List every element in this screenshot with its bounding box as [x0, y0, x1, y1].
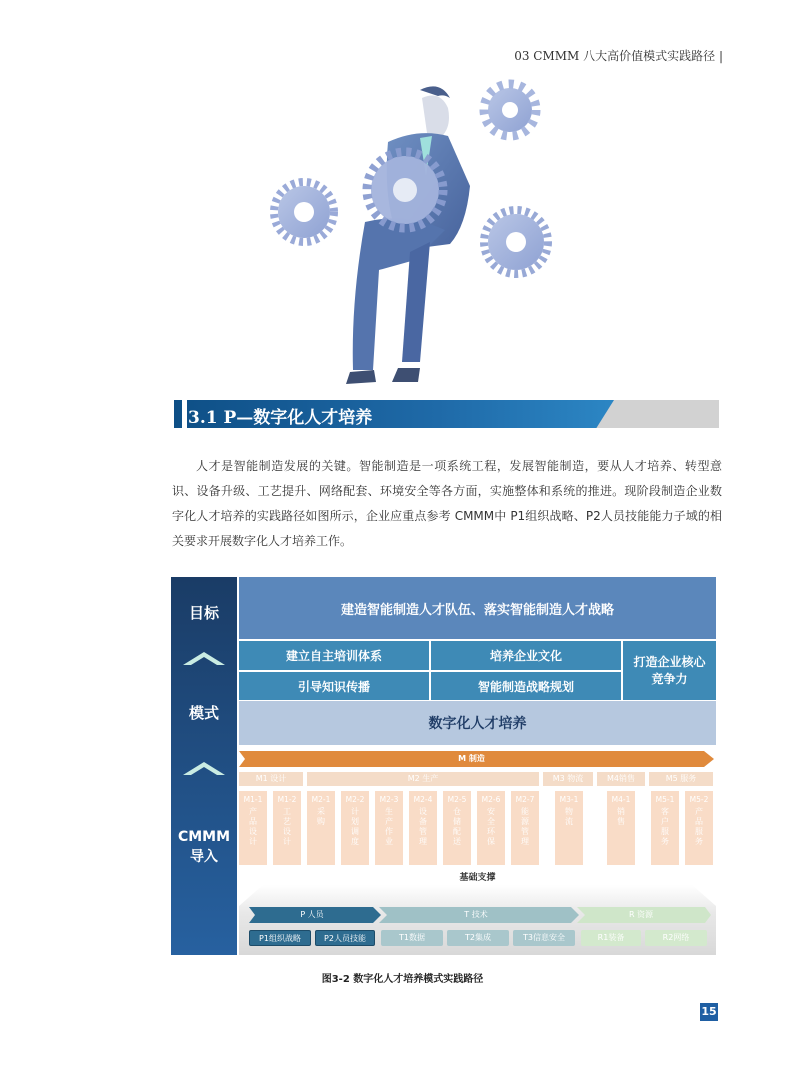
mode-side-box: 打造企业核心竞争力 [623, 641, 716, 700]
m-column: M2-3 生产作业 [375, 791, 403, 865]
mode-item: 智能制造战略规划 [431, 672, 621, 700]
goal-label: 目标 [188, 604, 219, 622]
m-header: M3 物流 [543, 772, 593, 786]
mode-item: 建立自主培训体系 [239, 641, 429, 670]
paragraph-text: 人才是智能制造发展的关键。智能制造是一项系统工程，发展智能制造，要从人才培养、转型意识、设备升级、工艺提升、网络配套、环境安全等各方面，实施整体和系统的推进。现阶段制造企业数字化人才培养的实践路径如图所示，企业应重点参考 CMMM中 P1组织战略、P2人员技能能力子域的相关要求开展数字化人才培养工作。 [172, 459, 722, 548]
page-number: 15 [700, 1003, 718, 1021]
m-header: M5 服务 [649, 772, 713, 786]
r-arrow-label: R 资源 [628, 910, 654, 919]
gear-icon [274, 182, 334, 242]
base-item: T2集成 [447, 930, 509, 946]
m-column: M2-1 采购 [307, 791, 335, 865]
base-item: T1数据 [381, 930, 443, 946]
m-column: M2-5 仓储配送 [443, 791, 471, 865]
m-header: M2 生产 [307, 772, 539, 786]
goal-box: 建造智能制造人才队伍、落实智能制造人才战略 [239, 577, 716, 639]
base-support-label: 基础支撑 [459, 873, 496, 883]
core-box: 数字化人才培养 [239, 701, 716, 745]
m-column: M2-2 计划调度 [341, 791, 369, 865]
figure-caption: 图3-2 数字化人才培养模式实践路径 [321, 974, 484, 985]
m-arrow-label: M 制造 [458, 754, 485, 763]
base-item: R1装备 [581, 930, 641, 946]
chevron-up-icon [181, 649, 227, 667]
m-column: M5-1 客户服务 [651, 791, 679, 865]
m-column: M5-2 产品服务 [685, 791, 713, 865]
m-column: M1-1 产品设计 [239, 791, 267, 865]
mode-item: 引导知识传播 [239, 672, 429, 700]
cmmm-label: CMMM [177, 829, 231, 845]
gear-icon [484, 84, 536, 136]
businessman-figure [346, 86, 470, 384]
diagram-left-rail [171, 577, 237, 955]
p-arrow-label: P 人员 [300, 910, 324, 919]
section-heading-bar [174, 400, 719, 428]
mode-item: 培养企业文化 [431, 641, 621, 670]
base-item: R2网络 [645, 930, 707, 946]
m-header: M1 设计 [239, 772, 303, 786]
m-column: M2-7 能源管理 [511, 791, 539, 865]
m-column: M4-1 销售 [607, 791, 635, 865]
m-column: M3-1 物流 [555, 791, 583, 865]
gear-icon [484, 210, 548, 274]
running-header: 03 CMMM 八大高价值模式实践路径 | [514, 49, 723, 63]
base-item: P1组织战略 [249, 930, 311, 946]
base-item: T3信息安全 [513, 930, 575, 946]
m-column: M1-2 工艺设计 [273, 791, 301, 865]
base-item: P2人员技能 [315, 930, 375, 946]
chevron-up-icon [181, 759, 227, 777]
mode-label: 模式 [188, 704, 219, 722]
import-label: 导入 [190, 849, 218, 865]
body-paragraph [172, 454, 722, 554]
m-header: M4销售 [597, 772, 645, 786]
m-column: M2-6 安全环保 [477, 791, 505, 865]
t-arrow-label: T 技术 [464, 910, 488, 919]
m-column: M2-4 设备管理 [409, 791, 437, 865]
section-title: 3.1 P—数字化人才培养 [188, 408, 373, 428]
hero-illustration [270, 72, 560, 387]
practice-path-diagram [171, 577, 718, 955]
